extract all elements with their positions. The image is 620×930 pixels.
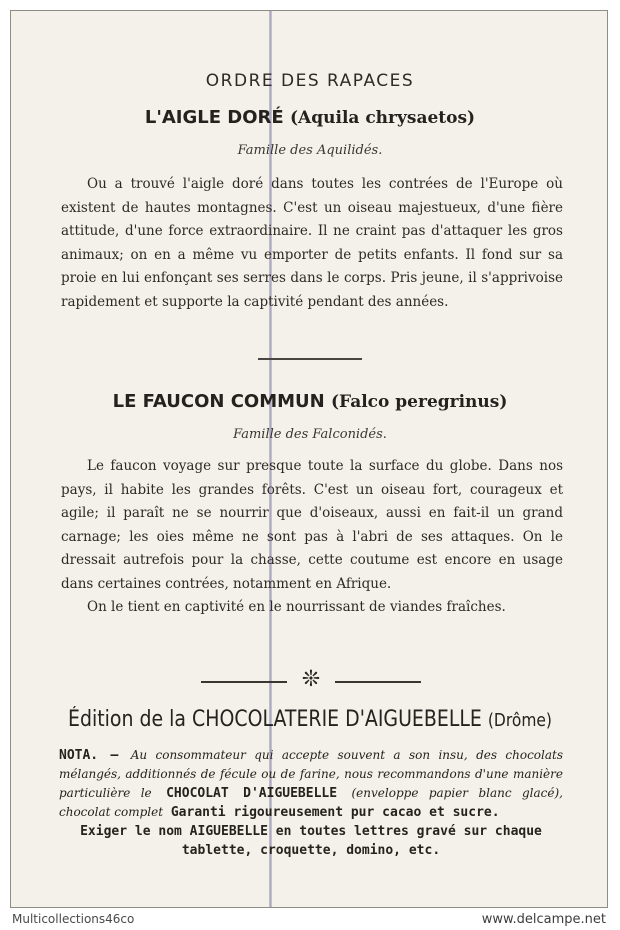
- section2-paragraph-2: On le tient en captivité en le nourrissant de viandes fraîches.: [87, 599, 506, 615]
- nota-label: NOTA. —: [59, 748, 119, 763]
- section2-body: [61, 455, 563, 620]
- section2-name: LE FAUCON COMMUN: [112, 391, 325, 412]
- section1-heading: [11, 107, 609, 128]
- asterisk-flower-icon: ❊: [301, 667, 321, 692]
- watermark-left: Multicollections46co: [12, 912, 135, 926]
- nota-guarantee: Garanti rigoureusement pur cacao et sucre.: [170, 805, 500, 820]
- section1-name: L'AIGLE DORÉ: [144, 107, 284, 128]
- nota-brand: CHOCOLAT D'AIGUEBELLE: [166, 786, 338, 801]
- section2-heading: [11, 391, 609, 412]
- ornament: [201, 667, 421, 693]
- ornament-line-right: [335, 681, 421, 683]
- trade-card: [10, 10, 608, 908]
- section1-family: Famille des Aquilidés.: [237, 143, 383, 158]
- order-title: ORDRE DES RAPACES: [205, 71, 415, 91]
- nota-line-a: Exiger le nom AIGUEBELLE en toutes lettres gravé sur chaque: [80, 824, 542, 839]
- watermark-right: www.delcampe.net: [481, 912, 606, 927]
- nota-italic-1: Au consommateur qui accepte souvent a son insu, des chocolats mélangés, additionnés de fécule ou de farine, nous recommandons d'une manière particulière le: [59, 748, 563, 800]
- edition-line: [53, 707, 567, 732]
- section1-body: [61, 173, 563, 314]
- section2-paragraph-1: Le faucon voyage sur presque toute la surface du globe. Dans nos pays, il habite les grandes forêts. C'est un oiseau fort, courageux et agile; il paraît ne se nourrir que d'oiseaux, aussi en fait-il un grand carnage; les oies même ne sont pas à l'abri de ses attaques. On le dressait autrefois pour la chasse, cette coutume est encore en usage dans certaines contrées, notamment en Afrique.: [61, 458, 563, 592]
- section2-family: Famille des Falconidés.: [233, 427, 387, 442]
- edition-place: (Drôme): [487, 710, 552, 731]
- section1-paragraph: Ou a trouvé l'aigle doré dans toutes les contrées de l'Europe où existent de hautes montagnes. C'est un oiseau majestueux, d'une fière attitude, d'une force extraordinaire. Il ne craint pas d'attaquer les gros animaux; on en a même vu emporter de petits enfants. Il fond sur sa proie en lui enfonçant ses serres dans le corps. Pris jeune, il s'apprivoise rapidement et supporte la captivité pendant des années.: [61, 176, 563, 310]
- nota-block: [59, 746, 563, 860]
- ornament-line-left: [201, 681, 287, 683]
- section1-latin: (Aquila chrysaetos): [290, 108, 476, 128]
- edition-publisher: Édition de la CHOCOLATERIE D'AIGUEBELLE: [68, 707, 482, 732]
- section2-latin: (Falco peregrinus): [331, 392, 508, 412]
- nota-italic-2: (enveloppe papier blanc glacé), chocolat complet: [59, 786, 563, 819]
- section-divider: [258, 358, 362, 360]
- nota-line-b: tablette, croquette, domino, etc.: [181, 843, 441, 858]
